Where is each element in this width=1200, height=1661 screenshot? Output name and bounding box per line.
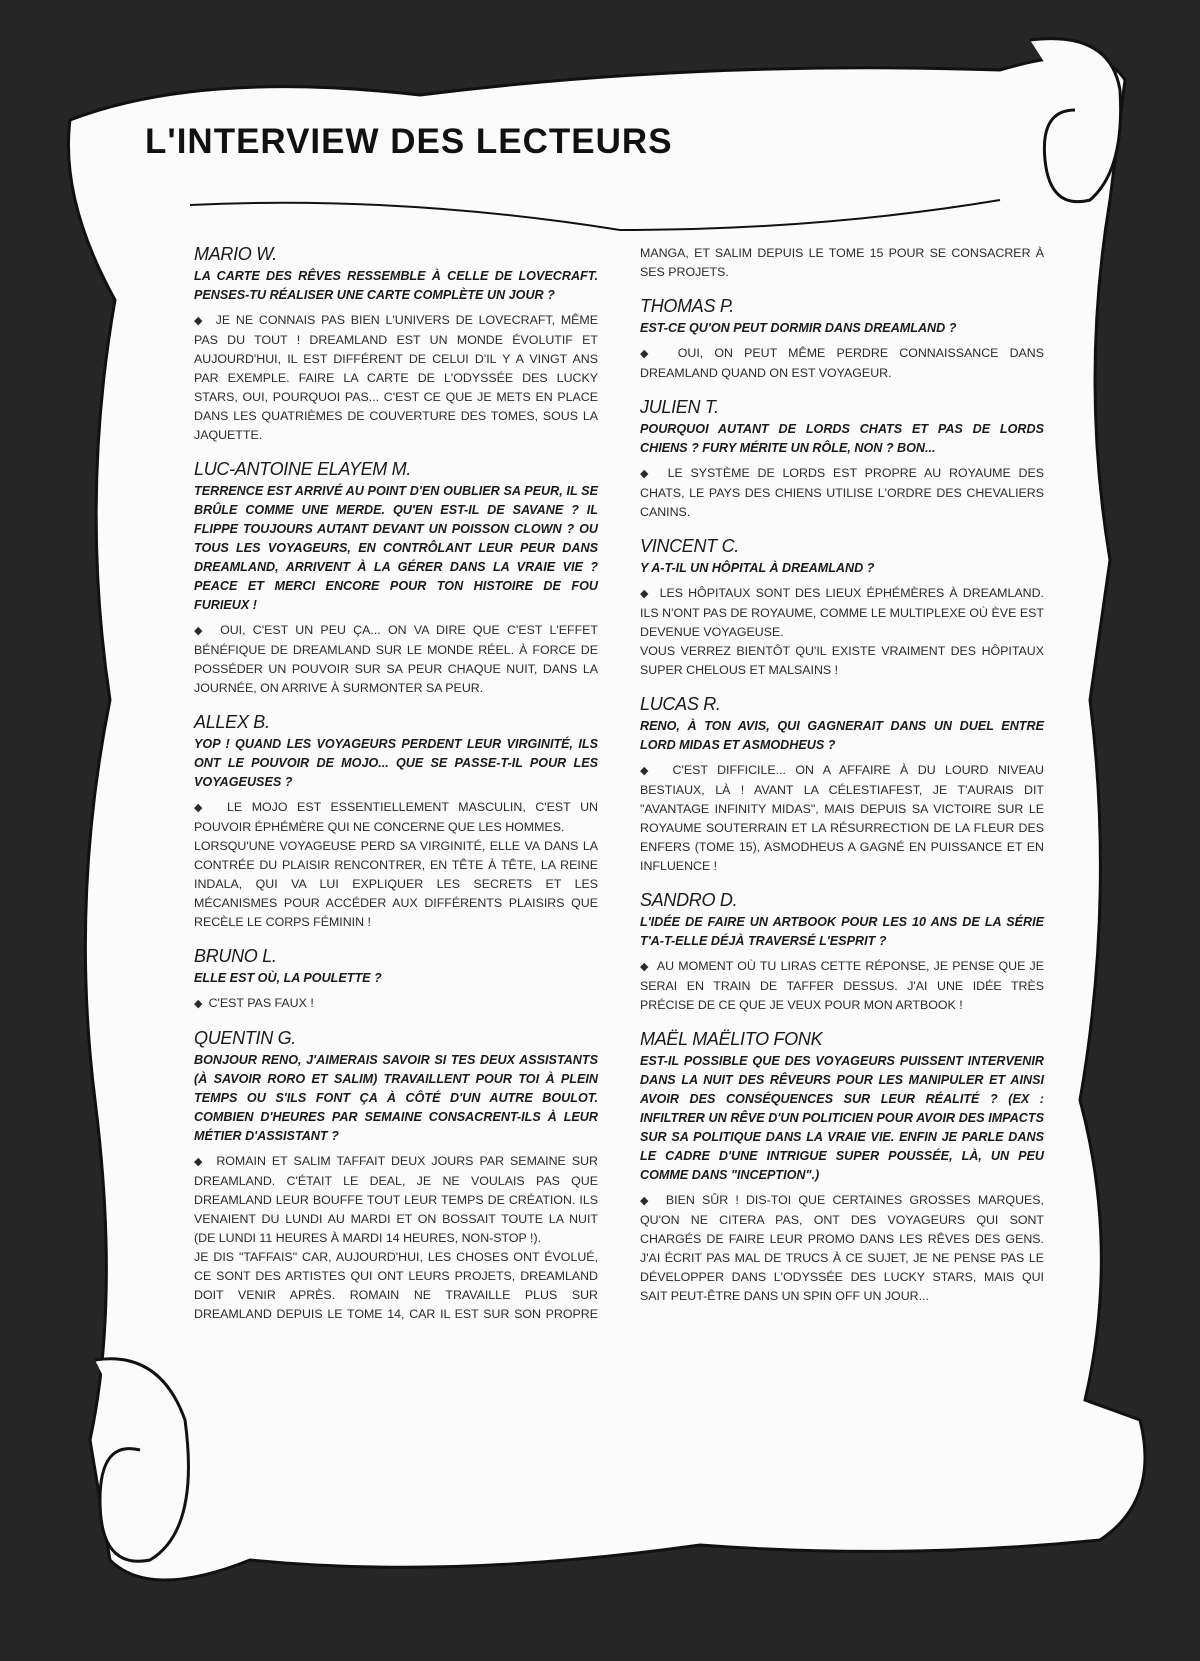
author-answer xyxy=(194,311,598,445)
reader-question: ELLE EST OÙ, LA POULETTE ? xyxy=(194,971,382,985)
reader-name: VINCENT C. xyxy=(640,536,740,556)
interview-entry xyxy=(194,946,598,1014)
reader-name: MARIO W. xyxy=(194,244,277,264)
answer-paragraph: VOUS VERREZ BIENTÔT QU'IL EXISTE VRAIMENT DES HÔPITAUX SUPER CHELOUS ET MALSAINS ! xyxy=(640,644,1044,677)
interview-columns xyxy=(194,244,1044,1324)
reader-name: QUENTIN G. xyxy=(194,1028,297,1048)
reader-question: EST-IL POSSIBLE QUE DES VOYAGEURS PUISSENT INTERVENIR DANS LA NUIT DES RÊVEURS POUR LES MANIPULER ET AINSI AVOIR DES CONSÉQUENCES SUR LEUR RÉALITÉ ? (EX : INFILTRER UN RÊVE D'UN POLITICIEN POUR AVOIR DES IMPACTS SUR SA POLITIQUE DANS LA VRAIE VIE. ENFIN JE PARLE DANS LE CADRE D'UNE INTRIGUE SUPER POUSSÉE, LÀ, UN PEU COMME DANS "INCEPTION".) xyxy=(640,1054,1044,1182)
reader-name: MAËL MAËLITO FONK xyxy=(640,1029,823,1049)
interview-entry xyxy=(194,712,598,932)
interview-entry xyxy=(640,1029,1044,1306)
reader-name: LUCAS R. xyxy=(640,694,721,714)
reader-name: THOMAS P. xyxy=(640,296,734,316)
interview-entry xyxy=(640,890,1044,1015)
reader-question: YOP ! QUAND LES VOYAGEURS PERDENT LEUR VIRGINITÉ, ILS ONT LE POUVOIR DE MOJO... QUE SE PASSE-T-IL POUR LES VOYAGEUSES ? xyxy=(194,737,598,789)
interview-entry xyxy=(640,397,1044,522)
answer-paragraph: ◆ LE MOJO EST ESSENTIELLEMENT MASCULIN, C'EST UN POUVOIR ÉPHÉMÈRE QUI NE CONCERNE QUE LES HOMMES. xyxy=(194,798,598,837)
answer-paragraph: ◆ LE SYSTÈME DE LORDS EST PROPRE AU ROYAUME DES CHATS, LE PAYS DES CHIENS UTILISE L'ORDRE DES CHEVALIERS CANINS. xyxy=(640,464,1044,522)
answer-paragraph: ◆ C'EST PAS FAUX ! xyxy=(194,994,598,1014)
interview-entry xyxy=(194,459,598,698)
author-answer xyxy=(640,464,1044,522)
answer-paragraph: LORSQU'UNE VOYAGEUSE PERD SA VIRGINITÉ, ELLE VA DANS LA CONTRÉE DU PLAISIR RENCONTRER, EN TÊTE À TÊTE, LA REINE INDALA, QUI VA LUI EXPLIQUER LES SECRETS ET LES MÉCANISMES POUR ACCÉDER AUX DIFFÉRENTS PLAISIRS QUE RECÈLE LE CORPS FÉMININ ! xyxy=(194,839,598,929)
interview-entry xyxy=(640,694,1044,876)
answer-paragraph: ◆ AU MOMENT OÙ TU LIRAS CETTE RÉPONSE, JE PENSE QUE JE SERAI EN TRAIN DE TAFFER DESSUS. J'AI UNE IDÉE TRÈS PRÉCISE DE CE QUE JE VEUX POUR MON ARTBOOK ! xyxy=(640,957,1044,1015)
author-answer xyxy=(640,1191,1044,1306)
answer-paragraph: ◆ ROMAIN ET SALIM TAFFAIT DEUX JOURS PAR SEMAINE SUR DREAMLAND. C'ÉTAIT LE DEAL, JE NE VOULAIS PAS QUE DREAMLAND LEUR BOUFFE TOUT LEUR TEMPS DE CRÉATION. ILS VENAIENT DU LUNDI AU MARDI ET ON BOSSAIT TOUTE LA NUIT (DE LUNDI 11 HEURES À MARDI 14 HEURES, NON-STOP !). xyxy=(194,1152,598,1248)
interview-entry xyxy=(194,244,598,445)
answer-paragraph: ◆ LES HÔPITAUX SONT DES LIEUX ÉPHÉMÈRES À DREAMLAND. ILS N'ONT PAS DE ROYAUME, COMME LE MULTIPLEXE OÙ ÈVE EST DEVENUE VOYAGEUSE. xyxy=(640,584,1044,642)
reader-question: RENO, À TON AVIS, QUI GAGNERAIT DANS UN DUEL ENTRE LORD MIDAS ET ASMODHEUS ? xyxy=(640,719,1044,752)
reader-question: BONJOUR RENO, J'AIMERAIS SAVOIR SI TES DEUX ASSISTANTS (À SAVOIR RORO ET SALIM) TRAVAILLENT POUR TOI À PLEIN TEMPS OU S'ILS FONT ÇA À CÔTÉ D'UN AUTRE BOULOT. COMBIEN D'HEURES PAR SEMAINE CONSACRENT-ILS À LEUR MÉTIER D'ASSISTANT ? xyxy=(194,1053,598,1143)
reader-name: BRUNO L. xyxy=(194,946,277,966)
answer-paragraph: ◆ OUI, ON PEUT MÊME PERDRE CONNAISSANCE DANS DREAMLAND QUAND ON EST VOYAGEUR. xyxy=(640,344,1044,383)
author-answer xyxy=(194,994,598,1014)
reader-question: TERRENCE EST ARRIVÉ AU POINT D'EN OUBLIER SA PEUR, IL SE BRÛLE COMME UNE MERDE. QU'EN EST-IL DE SAVANE ? IL FLIPPE TOUJOURS AUTANT DEVANT UN POISSON CLOWN ? OU TOUS LES VOYAGEURS, EN CONTRÔLANT LEUR PEUR DANS DREAMLAND, ARRIVENT À LA GÉRER DANS LA VRAIE VIE ? PEACE ET MERCI ENCORE POUR TON HISTOIRE DE FOU FURIEUX ! xyxy=(194,484,598,612)
answer-paragraph: ◆ BIEN SÛR ! DIS-TOI QUE CERTAINES GROSSES MARQUES, QU'ON NE CITERA PAS, ONT DES VOYAGEURS QUI SONT CHARGÉS DE FAIRE LEUR PROMO DANS LES RÊVES DES GENS. J'AI ÉCRIT PAS MAL DE TRUCS À CE SUJET, JE NE PENSE PAS LE DÉVELOPPER DANS L'ODYSSÉE DES LUCKY STARS, MAIS QUI SAIT PEUT-ÊTRE DANS UN SPIN OFF UN JOUR... xyxy=(640,1191,1044,1306)
reader-name: SANDRO D. xyxy=(640,890,738,910)
reader-question: EST-CE QU'ON PEUT DORMIR DANS DREAMLAND ? xyxy=(640,321,957,335)
reader-question: LA CARTE DES RÊVES RESSEMBLE À CELLE DE LOVECRAFT. PENSES-TU RÉALISER UNE CARTE COMPLÈTE UN JOUR ? xyxy=(194,269,598,302)
author-answer xyxy=(640,584,1044,680)
answer-paragraph: JE DIS "TAFFAIS" CAR, AUJOURD'HUI, LES CHOSES ONT ÉVOLUÉ, CE SONT DES ARTISTES QUI ONT LEURS PROJETS, DREAMLAND DOIT VENIR APRÈS. ROMAIN NE TRAVAILLE PLUS SUR DREAMLAND DEPUIS LE TOME 14, CAR IL EST SUR SON PROPRE MANGA, ET SALIM DEPUIS LE TOME 15 POUR SE CONSACRER À SES PROJETS. xyxy=(194,246,1044,1321)
author-answer xyxy=(640,957,1044,1015)
page-title: L'INTERVIEW DES LECTEURS xyxy=(145,122,673,161)
answer-paragraph: ◆ OUI, C'EST UN PEU ÇA... ON VA DIRE QUE C'EST L'EFFET BÉNÉFIQUE DE DREAMLAND SUR LE MONDE RÉEL. À FORCE DE POSSÉDER UN POUVOIR SUR SA PEUR CHAQUE NUIT, DANS LA JOURNÉE, ON ARRIVE À SURMONTER SA PEUR. xyxy=(194,621,598,698)
reader-name: JULIEN T. xyxy=(640,397,719,417)
author-answer xyxy=(194,798,598,932)
answer-paragraph: ◆ JE NE CONNAIS PAS BIEN L'UNIVERS DE LOVECRAFT, MÊME PAS DU TOUT ! DREAMLAND EST UN MONDE ÉVOLUTIF ET AUJOURD'HUI, IL EST DIFFÉRENT DE CELUI D'IL Y A VINGT ANS PAR EXEMPLE. FAIRE LA CARTE DE L'ODYSSÉE DES LUCKY STARS, OUI, POURQUOI PAS... C'EST CE QUE JE METS EN PLACE DANS LES QUATRIÈMES DE COUVERTURE DES TOMES, SOUS LA JAQUETTE. xyxy=(194,311,598,445)
author-answer xyxy=(640,344,1044,383)
reader-name: LUC-ANTOINE ELAYEM M. xyxy=(194,459,412,479)
author-answer xyxy=(640,761,1044,876)
answer-paragraph: ◆ C'EST DIFFICILE... ON A AFFAIRE À DU LOURD NIVEAU BESTIAUX, LÀ ! AVANT LA CÉLESTIAFEST, JE T'AURAIS DIT "AVANTAGE INFINITY MIDAS", MAIS DEPUIS SA VICTOIRE SUR LE ROYAUME SOUTERRAIN ET LA RÉSURRECTION DE LA FLEUR DES ENFERS (TOME 15), ASMODHEUS A GAGNÉ EN PUISSANCE ET EN INFLUENCE ! xyxy=(640,761,1044,876)
author-answer xyxy=(194,621,598,698)
reader-name: ALLEX B. xyxy=(194,712,270,732)
interview-entry xyxy=(640,536,1044,680)
reader-question: Y A-T-IL UN HÔPITAL À DREAMLAND ? xyxy=(640,561,875,575)
reader-question: POURQUOI AUTANT DE LORDS CHATS ET PAS DE LORDS CHIENS ? FURY MÉRITE UN RÔLE, NON ? BON... xyxy=(640,422,1044,455)
interview-entry xyxy=(640,296,1044,383)
reader-question: L'IDÉE DE FAIRE UN ARTBOOK POUR LES 10 ANS DE LA SÉRIE T'A-T-ELLE DÉJÀ TRAVERSÉ L'ESPRIT ? xyxy=(640,915,1044,948)
